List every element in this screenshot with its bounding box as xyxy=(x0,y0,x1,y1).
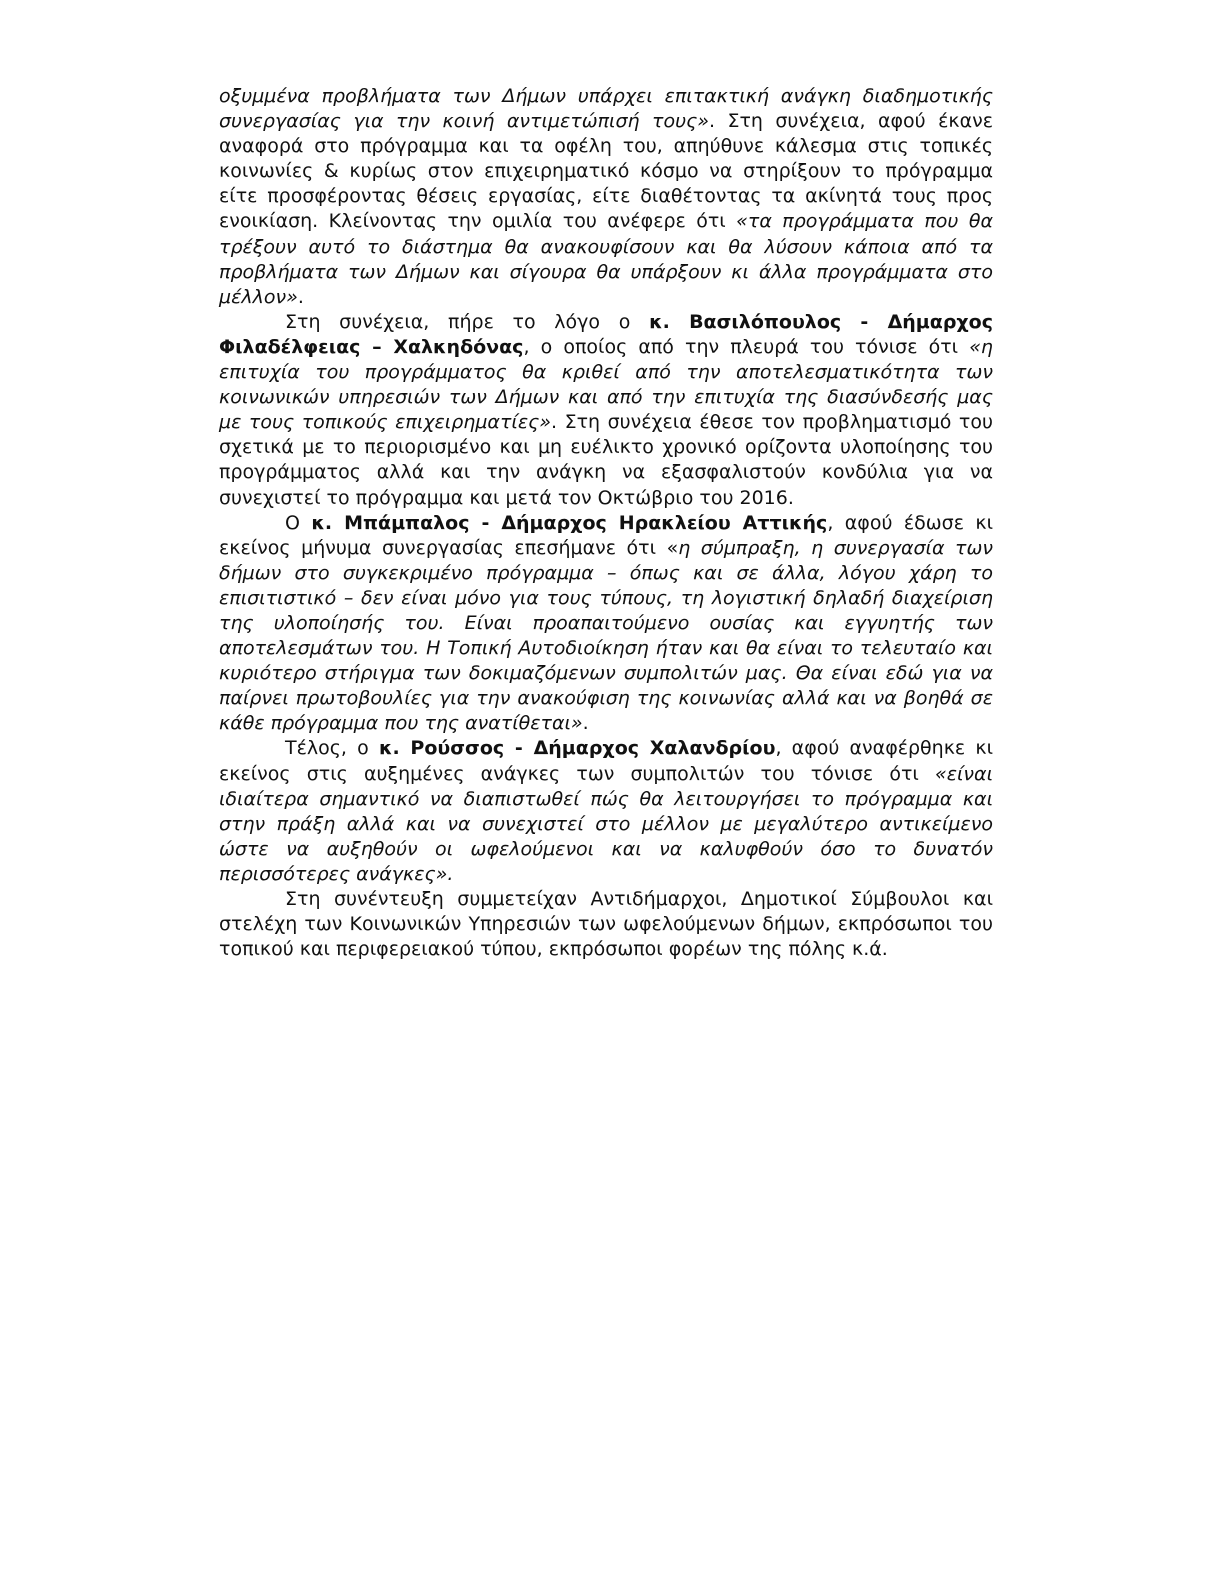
paragraph-text: , αφού αναφέρθηκε κι εκείνος στις αυξημένες ανάγκες των συμπολιτών του τόνισε ότι xyxy=(219,737,994,785)
speaker-name: κ. Βασιλόπουλος - Δήμαρχος Φιλαδέλφειας – Χαλκηδόνας xyxy=(219,310,994,358)
quote-text: «η επιτυχία του προγράμματος θα κριθεί από την αποτελεσματικότητα των κοινωνικών υπηρεσιών των Δήμων και από την επιτυχία της διασύνδεσής μας με τους τοπικούς επιχειρηματίες» xyxy=(219,335,993,434)
paragraph xyxy=(219,736,993,887)
paragraph-text: . Στη συνέχεια, αφού έκανε αναφορά στο πρόγραμμα και τα οφέλη του, απηύθυνε κάλεσμα στις τοπικές κοινωνίες & κυρίως στον επιχειρηματικό κόσμο να στηρίξουν το πρόγραμμα είτε προσφέροντας θέσεις εργασίας, είτε διαθέτοντας τα ακίνητά τους προς ενοικίαση. Κλείνοντας την ομιλία του ανέφερε ότι xyxy=(219,110,993,233)
speaker-name: κ. Μπάμπαλος - Δήμαρχος Ηρακλείου Αττικής xyxy=(311,511,828,534)
paragraph-text: , ο οποίος από την πλευρά του τόνισε ότι xyxy=(523,335,970,358)
paragraph xyxy=(219,84,993,310)
quote-text: «είναι ιδιαίτερα σημαντικό να διαπιστωθεί πώς θα λειτουργήσει το πρόγραμμα και στην πράξη αλλά και να συνεχιστεί στο μέλλον με μεγαλύτερο αντικείμενο ώστε να αυξηθούν οι ωφελούμενοι και να καλυφθούν όσο το δυνατόν περισσότερες ανάγκες». xyxy=(219,762,993,885)
paragraph-text: Στη συνέχεια, πήρε το λόγο ο xyxy=(285,310,650,333)
paragraph xyxy=(219,511,993,737)
quote-text: η σύμπραξη, η συνεργασία των δήμων στο συγκεκριμένο πρόγραμμα – όπως και σε άλλα, λόγου χάρη το επισιτιστικό – δεν είναι μόνο για τους τύπους, τη λογιστική δηλαδή διαχείριση της υλοποίησής του. Είναι προαπαιτούμενο ουσίας και εγγυητής των αποτελεσμάτων του. Η Τοπική Αυτοδιοίκηση ήταν και θα είναι το τελευταίο και κυριότερο στήριγμα των δοκιμαζόμενων συμπολιτών μας. Θα είναι εδώ για να παίρνει πρωτοβουλίες για την ανακούφιση της κοινωνίας αλλά και να βοηθά σε κάθε πρόγραμμα που της ανατίθεται» xyxy=(219,536,993,735)
paragraph xyxy=(219,887,993,962)
speaker-name: κ. Ρούσσος - Δήμαρχος Χαλανδρίου xyxy=(378,737,776,760)
quote-text: «τα προγράμματα που θα τρέξουν αυτό το διάστημα θα ανακουφίσουν και θα λύσουν κάποια από τα προβλήματα των Δήμων και σίγουρα θα υπάρξουν κι άλλα προγράμματα στο μέλλον» xyxy=(219,210,993,308)
paragraph-text: Τέλος, ο xyxy=(285,737,379,760)
paragraph-text: Στη συνέντευξη συμμετείχαν Αντιδήμαρχοι, Δημοτικοί Σύμβουλοι και στελέχη των Κοινωνικών Υπηρεσιών των ωφελούμενων δήμων, εκπρόσωποι του τοπικού και περιφερειακού τύπου, εκπρόσωποι φορέων της πόλης κ.ά. xyxy=(219,888,993,961)
paragraph xyxy=(219,310,993,511)
paragraph-text: . Στη συνέχεια έθεσε τον προβληματισμό του σχετικά με το περιορισμένο και μη ευέλικτο χρονικό ορίζοντα υλοποίησης του προγράμματος αλλά και την ανάγκη να εξασφαλιστούν κονδύλια για να συνεχιστεί το πρόγραμμα και μετά τον Οκτώβριο του 2016. xyxy=(219,411,993,509)
quote-text: οξυμμένα προβλήματα των Δήμων υπάρχει επιτακτική ανάγκη διαδημοτικής συνεργασίας για την κοινή αντιμετώπισή τους» xyxy=(219,85,993,133)
paragraph-text: , αφού έδωσε κι εκείνος μήνυμα συνεργασίας επεσήμανε ότι « xyxy=(219,511,993,559)
paragraph-text: Ο xyxy=(285,511,312,534)
paragraph-text: . xyxy=(582,712,589,735)
body-text xyxy=(219,84,993,962)
paragraph-text: . xyxy=(297,285,304,308)
